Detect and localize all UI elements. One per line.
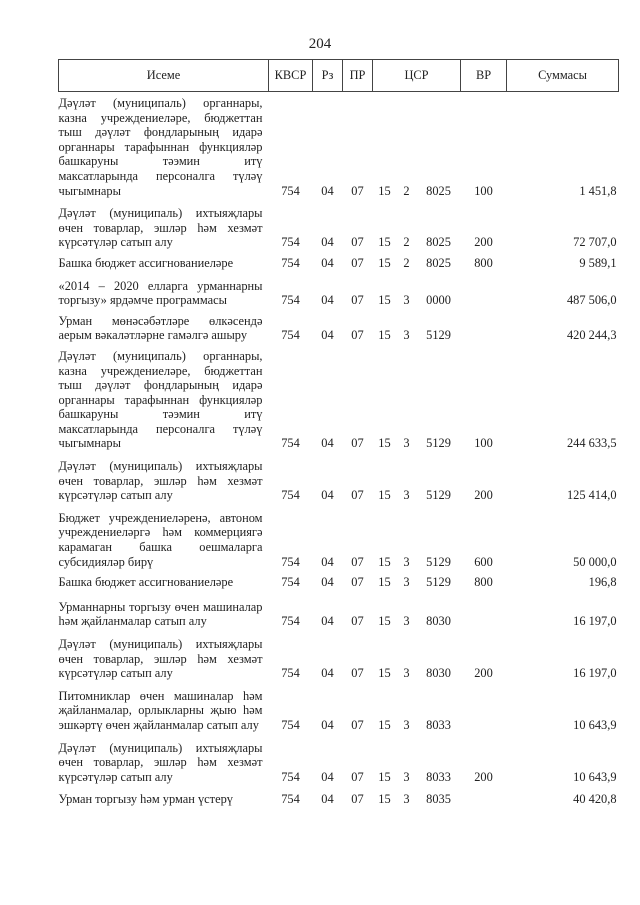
cell-c2: 3 (403, 575, 410, 590)
cell-kvsr: 754 (281, 792, 300, 807)
cell-c1: 15 (378, 328, 391, 343)
cell-c2: 3 (403, 666, 410, 681)
cell-pr: 07 (351, 328, 364, 343)
cell-c3: 5129 (426, 488, 451, 503)
cell-vr (461, 681, 507, 733)
cell-c1: 15 (378, 717, 391, 732)
cell-kvsr: 754 (281, 666, 300, 681)
cell-rz: 04 (321, 575, 334, 590)
cell-c3: 8033 (426, 769, 451, 784)
cell-sum: 10 643,9 (573, 717, 617, 732)
cell-vr (461, 784, 507, 807)
cell-c1: 15 (378, 792, 391, 807)
cell-c2: 2 (403, 255, 410, 270)
cell-c3: 5129 (426, 554, 451, 569)
cell-kvsr: 754 (281, 183, 300, 198)
cell-sum: 10 643,9 (573, 769, 617, 784)
cell-c1: 15 (378, 488, 391, 503)
cell-sum: 16 197,0 (573, 666, 617, 681)
cell-vr: 600 (474, 554, 493, 569)
cell-pr: 07 (351, 792, 364, 807)
cell-pr: 07 (351, 666, 364, 681)
header-name: Исеме (59, 60, 269, 92)
cell-rz: 04 (321, 769, 334, 784)
cell-rz: 04 (321, 293, 334, 308)
cell-vr: 800 (474, 575, 493, 590)
cell-rz: 04 (321, 717, 334, 732)
budget-table (58, 59, 619, 807)
cell-sum: 125 414,0 (566, 488, 617, 503)
page-number: 204 (308, 36, 332, 52)
cell-c3: 5129 (426, 436, 451, 451)
cell-c2: 3 (403, 792, 410, 807)
cell-kvsr: 754 (281, 769, 300, 784)
cell-c3: 8033 (426, 717, 451, 732)
cell-c2: 2 (403, 183, 410, 198)
header-kvsr: КВСР (269, 60, 313, 92)
cell-name: Урманнарны торгызу өчен машиналар һәм җайланмалар сатып алу (58, 599, 263, 629)
cell-c3: 0000 (426, 293, 451, 308)
cell-name: Башка бюджет ассигнованиеләре (58, 255, 234, 270)
cell-sum: 40 420,8 (573, 792, 617, 807)
cell-sum: 487 506,0 (566, 293, 617, 308)
cell-rz: 04 (321, 614, 334, 629)
cell-name: Дәүләт (муниципаль) ихтыяҗлары өчен товарлар, эшләр һәм хезмәт күрсәтүләр сатып алу (58, 459, 263, 503)
cell-kvsr: 754 (281, 614, 300, 629)
cell-rz: 04 (321, 554, 334, 569)
cell-pr: 07 (351, 488, 364, 503)
cell-kvsr: 754 (281, 328, 300, 343)
cell-c2: 3 (403, 293, 410, 308)
cell-c2: 3 (403, 717, 410, 732)
cell-vr: 100 (474, 436, 493, 451)
cell-kvsr: 754 (281, 554, 300, 569)
cell-kvsr: 754 (281, 293, 300, 308)
table-row (59, 503, 619, 569)
cell-name: Дәүләт (муниципаль) органнары, казна учреждениеләре, бюджеттан тыш дәүләт фондларының идарә органнары тарафыннан функцияләр башкаруны тәэмин итү максатларында персоналга түләү чыгымнары (58, 96, 263, 198)
cell-c2: 3 (403, 488, 410, 503)
cell-rz: 04 (321, 183, 334, 198)
cell-name: Питомниклар өчен машиналар һәм җайланмалар, орлыкларны җыю һәм эшкәртү өчен җайланмалар сатып алу (58, 688, 263, 732)
cell-c1: 15 (378, 183, 391, 198)
cell-rz: 04 (321, 436, 334, 451)
cell-vr (461, 271, 507, 308)
cell-c1: 15 (378, 436, 391, 451)
cell-kvsr: 754 (281, 436, 300, 451)
cell-c1: 15 (378, 666, 391, 681)
table-row (59, 92, 619, 199)
cell-c2: 3 (403, 614, 410, 629)
cell-pr: 07 (351, 183, 364, 198)
cell-rz: 04 (321, 792, 334, 807)
cell-rz: 04 (321, 255, 334, 270)
table-row (59, 681, 619, 733)
cell-pr: 07 (351, 575, 364, 590)
table-row (59, 784, 619, 807)
cell-vr: 800 (474, 255, 493, 270)
header-sum: Суммасы (507, 60, 619, 92)
cell-name: Дәүләт (муниципаль) ихтыяҗлары өчен товарлар, эшләр һәм хезмәт күрсәтүләр сатып алу (58, 206, 263, 250)
cell-pr: 07 (351, 614, 364, 629)
cell-pr: 07 (351, 436, 364, 451)
cell-vr: 100 (474, 183, 493, 198)
cell-c2: 3 (403, 554, 410, 569)
cell-c1: 15 (378, 235, 391, 250)
cell-kvsr: 754 (281, 235, 300, 250)
cell-c1: 15 (378, 769, 391, 784)
cell-c3: 8030 (426, 666, 451, 681)
header-rz: Рз (313, 60, 343, 92)
table-body (59, 92, 619, 807)
cell-c3: 8025 (426, 235, 451, 250)
cell-c1: 15 (378, 255, 391, 270)
cell-c3: 8035 (426, 792, 451, 807)
table-header-row (59, 60, 619, 92)
cell-vr (461, 308, 507, 343)
cell-c2: 3 (403, 328, 410, 343)
cell-sum: 72 707,0 (573, 235, 617, 250)
cell-rz: 04 (321, 666, 334, 681)
cell-c3: 5129 (426, 575, 451, 590)
table-row (59, 629, 619, 681)
cell-vr: 200 (474, 235, 493, 250)
cell-name: Урман торгызу һәм урман үстерү (58, 792, 233, 807)
cell-pr: 07 (351, 554, 364, 569)
cell-c2: 3 (403, 436, 410, 451)
header-csr: ЦСР (373, 60, 461, 92)
cell-name: Бюджет учреждениеләренә, автоном учреждениеләргә һәм коммерциягә карамаган башка оешмаларга субсидияләр бирү (58, 510, 263, 569)
cell-sum: 196,8 (588, 575, 617, 590)
cell-kvsr: 754 (281, 575, 300, 590)
table-row (59, 733, 619, 785)
cell-c2: 3 (403, 769, 410, 784)
table-row (59, 308, 619, 343)
table-row (59, 271, 619, 308)
cell-pr: 07 (351, 717, 364, 732)
cell-kvsr: 754 (281, 255, 300, 270)
cell-sum: 244 633,5 (566, 436, 617, 451)
cell-c2: 2 (403, 235, 410, 250)
cell-rz: 04 (321, 235, 334, 250)
cell-sum: 50 000,0 (573, 554, 617, 569)
header-pr: ПР (343, 60, 373, 92)
cell-name: Башка бюджет ассигнованиеләре (58, 575, 234, 590)
cell-c3: 5129 (426, 328, 451, 343)
cell-sum: 16 197,0 (573, 614, 617, 629)
cell-sum: 420 244,3 (566, 328, 617, 343)
cell-pr: 07 (351, 293, 364, 308)
cell-pr: 07 (351, 769, 364, 784)
cell-pr: 07 (351, 235, 364, 250)
cell-name: «2014 – 2020 елларга урманнарны торгызу» ярдәмче программасы (58, 278, 263, 308)
cell-sum: 9 589,1 (579, 255, 617, 270)
cell-c3: 8025 (426, 255, 451, 270)
cell-c3: 8030 (426, 614, 451, 629)
cell-rz: 04 (321, 488, 334, 503)
cell-c1: 15 (378, 575, 391, 590)
table-row (59, 590, 619, 629)
cell-kvsr: 754 (281, 488, 300, 503)
cell-name: Дәүләт (муниципаль) ихтыяҗлары өчен товарлар, эшләр һәм хезмәт күрсәтүләр сатып алу (58, 637, 263, 681)
table-row (59, 343, 619, 451)
cell-vr: 200 (474, 488, 493, 503)
table-row (59, 569, 619, 590)
cell-vr (461, 590, 507, 629)
cell-c3: 8025 (426, 183, 451, 198)
table-row (59, 451, 619, 503)
cell-name: Дәүләт (муниципаль) ихтыяҗлары өчен товарлар, эшләр һәм хезмәт күрсәтүләр сатып алу (58, 740, 263, 784)
cell-name: Дәүләт (муниципаль) органнары, казна учреждениеләре, бюджеттан тыш дәүләт фондларының идарә органнары тарафыннан функцияләр башкаруны тәэмин итү максатларында персоналга түләү чыгымнары (58, 348, 263, 451)
cell-vr: 200 (474, 769, 493, 784)
cell-vr: 200 (474, 666, 493, 681)
table-row (59, 198, 619, 250)
cell-c1: 15 (378, 293, 391, 308)
cell-name: Урман мөнәсәбәтләре өлкәсендә аерым вәкаләтләрне гамәлгә ашыру (58, 313, 263, 343)
cell-c1: 15 (378, 554, 391, 569)
cell-kvsr: 754 (281, 717, 300, 732)
cell-pr: 07 (351, 255, 364, 270)
cell-c1: 15 (378, 614, 391, 629)
header-vr: ВР (461, 60, 507, 92)
cell-rz: 04 (321, 328, 334, 343)
cell-sum: 1 451,8 (579, 183, 617, 198)
table-row (59, 250, 619, 271)
